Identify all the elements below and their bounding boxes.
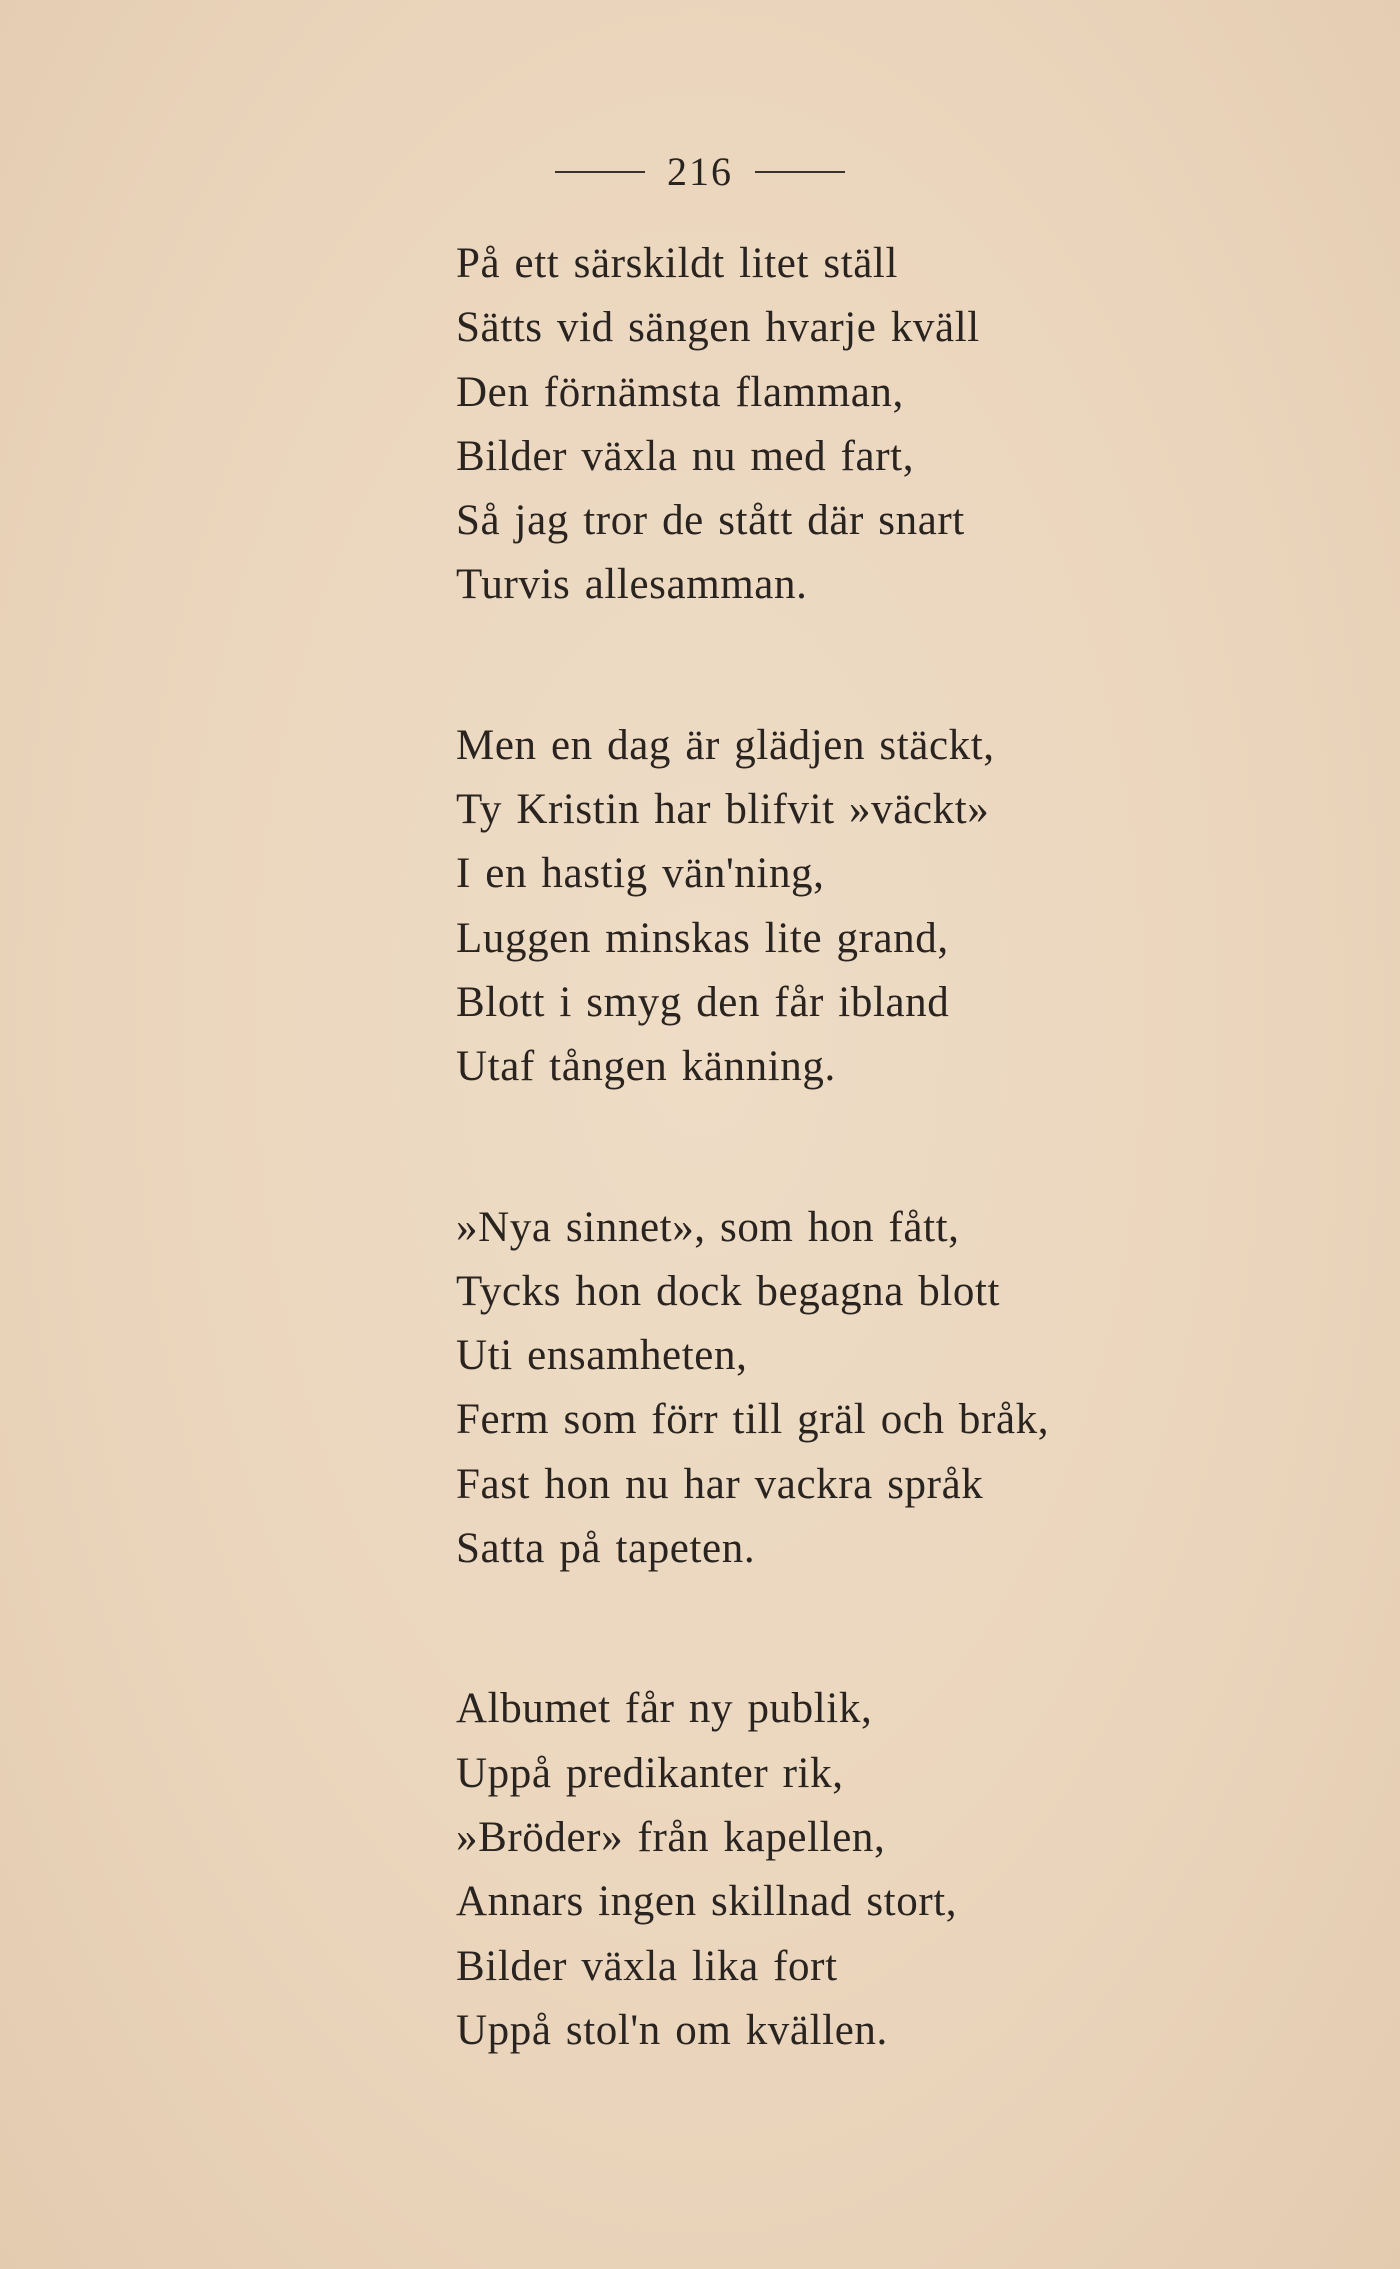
verse-line: Uppå stol'n om kvällen.: [456, 2006, 888, 2054]
page-header: [0, 149, 1400, 194]
verse-line: I en hastig vän'ning,: [456, 850, 825, 898]
verse-line: Bilder växla lika fort: [456, 1942, 838, 1990]
verse-line: Men en dag är glädjen stäckt,: [456, 721, 995, 769]
verse-line: Blott i smyg den får ibland: [456, 978, 950, 1026]
stanza-2: [456, 714, 1356, 1100]
page-number: 216: [667, 149, 733, 194]
verse-line: Ty Kristin har blifvit »väckt»: [456, 786, 990, 834]
verse-line: Tycks hon dock begagna blott: [456, 1267, 1001, 1315]
verse-line: Ferm som förr till gräl och bråk,: [456, 1396, 1050, 1444]
verse-line: Så jag tror de stått där snart: [456, 497, 965, 545]
verse-line: Bilder växla nu med fart,: [456, 432, 915, 480]
verse-line: »Bröder» från kapellen,: [456, 1813, 886, 1861]
stanza-3: [456, 1196, 1356, 1582]
verse-line: »Nya sinnet», som hon fått,: [456, 1203, 960, 1251]
verse-line: Luggen minskas lite grand,: [456, 914, 949, 962]
verse-line: Sätts vid sängen hvarje kväll: [456, 304, 980, 352]
stanza-4: [456, 1677, 1356, 2063]
verse-line: Uppå predikanter rik,: [456, 1749, 844, 1797]
verse-line: Albumet får ny publik,: [456, 1685, 873, 1733]
verse-line: Uti ensamheten,: [456, 1332, 748, 1380]
verse-line: Utaf tången känning.: [456, 1043, 836, 1091]
verse-line: Turvis allesamman.: [456, 561, 808, 609]
verse-line: Satta på tapeten.: [456, 1525, 756, 1573]
verse-line: På ett särskildt litet ställ: [456, 240, 899, 287]
verse-line: Annars ingen skillnad stort,: [456, 1878, 958, 1926]
header-rule-left: [555, 171, 645, 173]
header-rule-right: [755, 171, 845, 173]
verse-line: Den förnämsta flamman,: [456, 368, 904, 416]
poem: [456, 232, 1356, 2159]
verse-line: Fast hon nu har vackra språk: [456, 1460, 984, 1508]
stanza-1: [456, 232, 1356, 618]
